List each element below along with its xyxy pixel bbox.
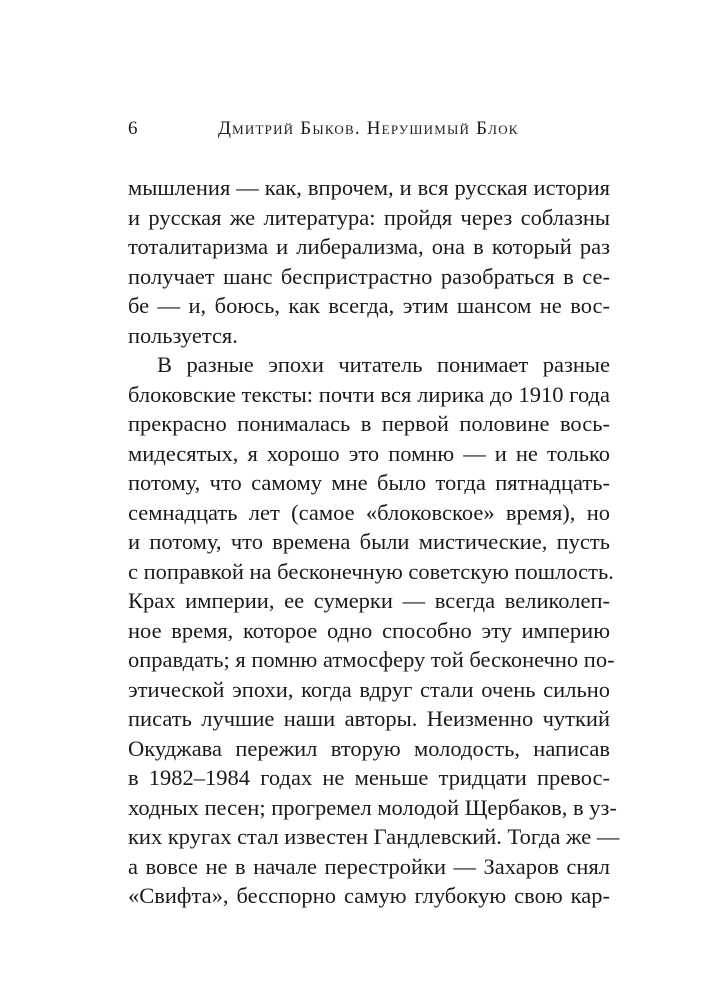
text-line: в 1982–1984 годах не меньше тридцати превос-: [128, 765, 610, 790]
text-line: оправдать; я помню атмосферу той бесконечно по-: [128, 647, 615, 672]
text-line: с поправкой на бесконечную советскую пошлость.: [128, 558, 614, 584]
text-line: семнадцать лет (самое «блоковское» время), но: [128, 499, 610, 525]
text-line: и потому, что времена были мистические, пусть: [128, 529, 610, 554]
text-line: получает шанс беспристрастно разобраться в се-: [128, 263, 610, 289]
text-line: тоталитаризма и либерализма, она в который раз: [128, 234, 610, 259]
text-line: ное время, которое одно способно эту империю: [128, 617, 610, 643]
body-text: [128, 173, 620, 911]
text-line: «Свифта», бесспорно самую глубокую свою кар-: [128, 883, 610, 908]
text-line: Крах империи, ее сумерки — всегда великолеп-: [128, 588, 610, 613]
paragraph: [128, 350, 620, 911]
text-line: потому, что самому мне было тогда пятнадцать-: [128, 470, 610, 495]
text-line: писать лучшие наши авторы. Неизменно чуткий: [128, 706, 610, 731]
text-line: пользуется.: [128, 322, 238, 348]
text-line: и русская же литература: пройдя через соблазны: [128, 204, 610, 230]
text-line: прекрасно понималась в первой половине вось-: [128, 411, 610, 436]
text-line: мышления — как, впрочем, и вся русская история: [128, 175, 610, 200]
page-number: 6: [128, 118, 138, 139]
text-line: этической эпохи, когда вдруг стали очень сильно: [128, 676, 610, 702]
text-line: В разные эпохи читатель понимает разные: [157, 352, 610, 377]
text-line: мидесятых, я хорошо это помню — и не только: [128, 440, 610, 466]
text-line: а вовсе не в начале перестройки — Захаров снял: [128, 853, 610, 879]
text-line: блоковские тексты: почти вся лирика до 1910 года: [128, 381, 610, 407]
text-line: бе — и, боюсь, как всегда, этим шансом не вос-: [128, 293, 610, 318]
running-title: Дмитрий Быков. Нерушимый Блок: [218, 118, 519, 139]
text-line: Окуджава пережил вторую молодость, написав: [128, 735, 610, 761]
paragraph: [128, 173, 610, 350]
text-line: ких кругах стал известен Гандлевский. Тогда же —: [128, 824, 620, 849]
running-head: [128, 118, 608, 148]
text-line: ходных песен; прогремел молодой Щербаков, в уз-: [128, 794, 617, 820]
